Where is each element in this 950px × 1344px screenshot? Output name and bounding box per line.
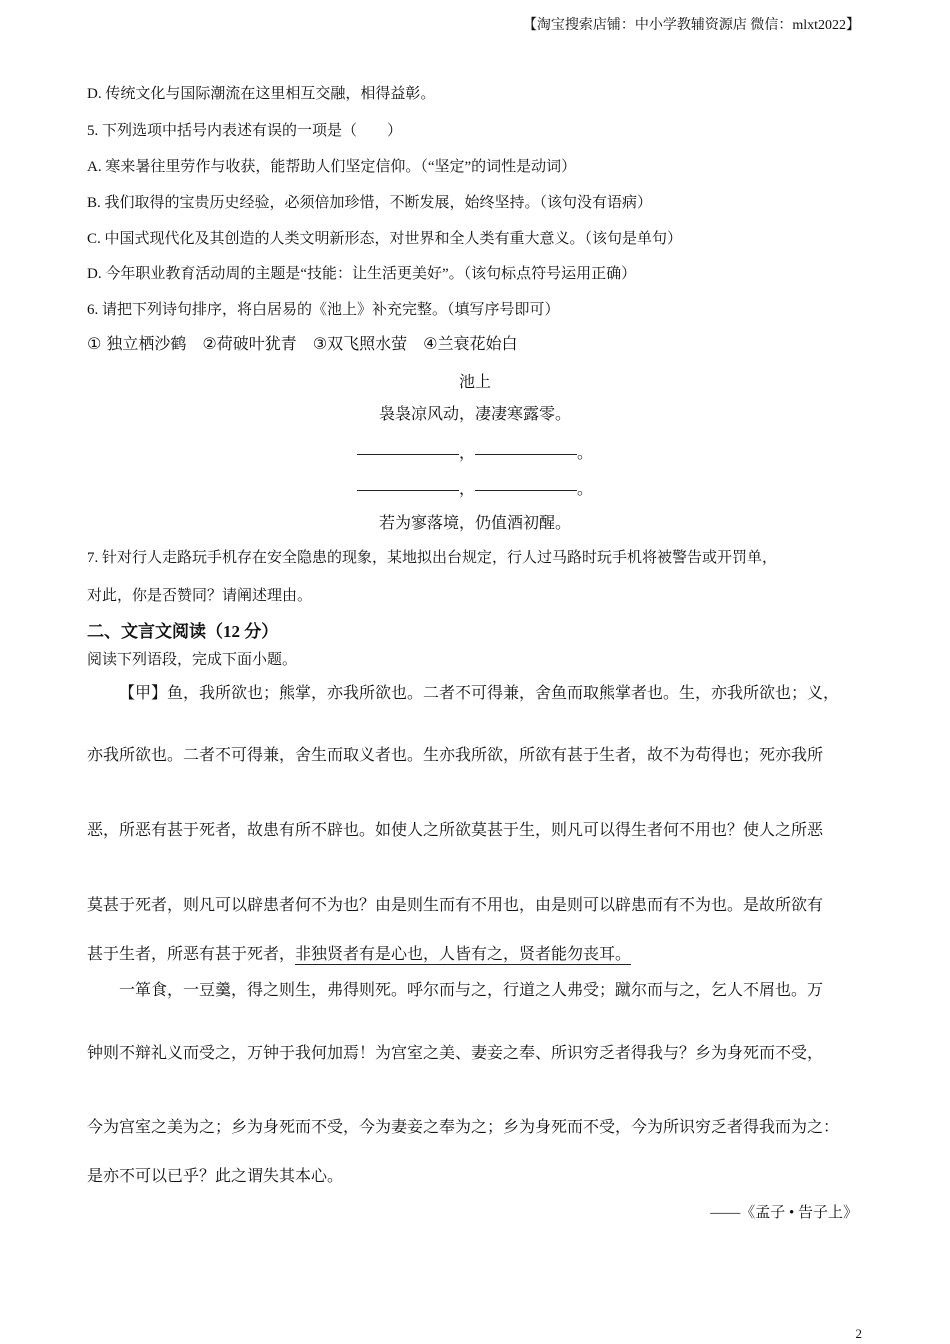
period: 。: [577, 443, 594, 462]
section-instruction: 阅读下列语段，完成下面小题。: [87, 652, 298, 668]
q5-option-c: C. 中国式现代化及其创造的人类文明新形态，对世界和全人类有重大意义。（该句是单句）: [87, 231, 683, 247]
q6-stem: 6. 请把下列诗句排序，将白居易的《池上》补充完整。（填写序号即可）: [87, 302, 560, 318]
period: 。: [577, 479, 594, 498]
poem-line-1: 袅袅凉风动，凄凄寒露零。: [378, 404, 571, 423]
page-number: 2: [855, 1326, 862, 1341]
passage-line-5: [87, 941, 631, 964]
poem-line-4: 若为寥落境，仍值酒初醒。: [378, 513, 571, 532]
passage-line-6: 一箪食，一豆羹，得之则生，弗得则死。呼尔而与之，行道之人弗受；蹴尔而与之，乞人不屑也。万: [119, 980, 824, 999]
poem-blank-line-3: [0, 476, 950, 499]
q4-option-d: D. 传统文化与国际潮流在这里相互交融，相得益彰。: [87, 86, 436, 102]
q5-option-a: A. 寒来暑往里劳作与收获，能帮助人们坚定信仰。（“坚定”的词性是动词）: [87, 159, 577, 175]
passage-line-8: 今为宫室之美为之；乡为身死而不受，今为妻妾之奉为之；乡为身死而不受，今为所识穷乏者得我而为之：: [87, 1117, 840, 1136]
passage-text: 甚于生者，所恶有甚于死者，: [87, 944, 296, 963]
comma: ，: [458, 479, 475, 498]
q7-line-1: 7. 针对行人走路玩手机存在安全隐患的现象，某地拟出台规定，行人过马路时玩手机将被警告或开罚单，: [87, 550, 778, 566]
underlined-sentence: 非独贤者有是心也，人皆有之，贤者能勿丧耳。: [295, 944, 632, 963]
q5-stem: 5. 下列选项中括号内表述有误的一项是（ ）: [87, 123, 403, 139]
passage-line-9: 是亦不可以已乎？此之谓失其本心。: [87, 1166, 344, 1185]
poem-blank-line-2: [0, 440, 950, 463]
q5-option-b: B. 我们取得的宝贵历史经验，必须倍加珍惜，不断发展，始终坚持。（该句没有语病）: [87, 195, 653, 211]
q6-options: ① 独立栖沙鹤 ②荷破叶犹青 ③双飞照水萤 ④兰衰花始白: [87, 334, 518, 353]
answer-blank[interactable]: [357, 489, 459, 491]
q5-option-d: D. 今年职业教育活动周的主题是“技能：让生活更美好”。（该句标点符号运用正确）: [87, 266, 637, 282]
comma: ，: [458, 443, 475, 462]
passage-source: ——《孟子 • 告子上》: [710, 1205, 858, 1221]
page-header: 【淘宝搜索店铺：中小学教辅资源店 微信：mlxt2022】: [522, 18, 860, 33]
answer-blank[interactable]: [475, 489, 577, 491]
section-title: 二、文言文阅读（12 分）: [87, 622, 279, 641]
answer-blank[interactable]: [357, 453, 459, 455]
passage-line-2: 亦我所欲也。二者不可得兼，舍生而取义者也。生亦我所欲，所欲有甚于生者，故不为苟得也；死亦我所: [87, 745, 824, 764]
answer-blank[interactable]: [475, 453, 577, 455]
q7-line-2: 对此，你是否赞同？请阐述理由。: [87, 588, 313, 604]
poem-title: 池上: [458, 374, 491, 391]
passage-line-7: 钟则不辩礼义而受之，万钟于我何加焉！为宫室之美、妻妾之奉、所识穷乏者得我与？乡为身死而不受，: [87, 1043, 824, 1062]
passage-line-4: 莫甚于死者，则凡可以辟患者何不为也？由是则生而有不用也，由是则可以辟患而有不为也。是故所欲有: [87, 895, 824, 914]
passage-line-1: 【甲】鱼，我所欲也；熊掌，亦我所欲也。二者不可得兼，舍鱼而取熊掌者也。生，亦我所欲也；义，: [119, 683, 840, 702]
passage-line-3: 恶，所恶有甚于死者，故患有所不辟也。如使人之所欲莫甚于生，则凡可以得生者何不用也？使人之所恶: [87, 820, 824, 839]
